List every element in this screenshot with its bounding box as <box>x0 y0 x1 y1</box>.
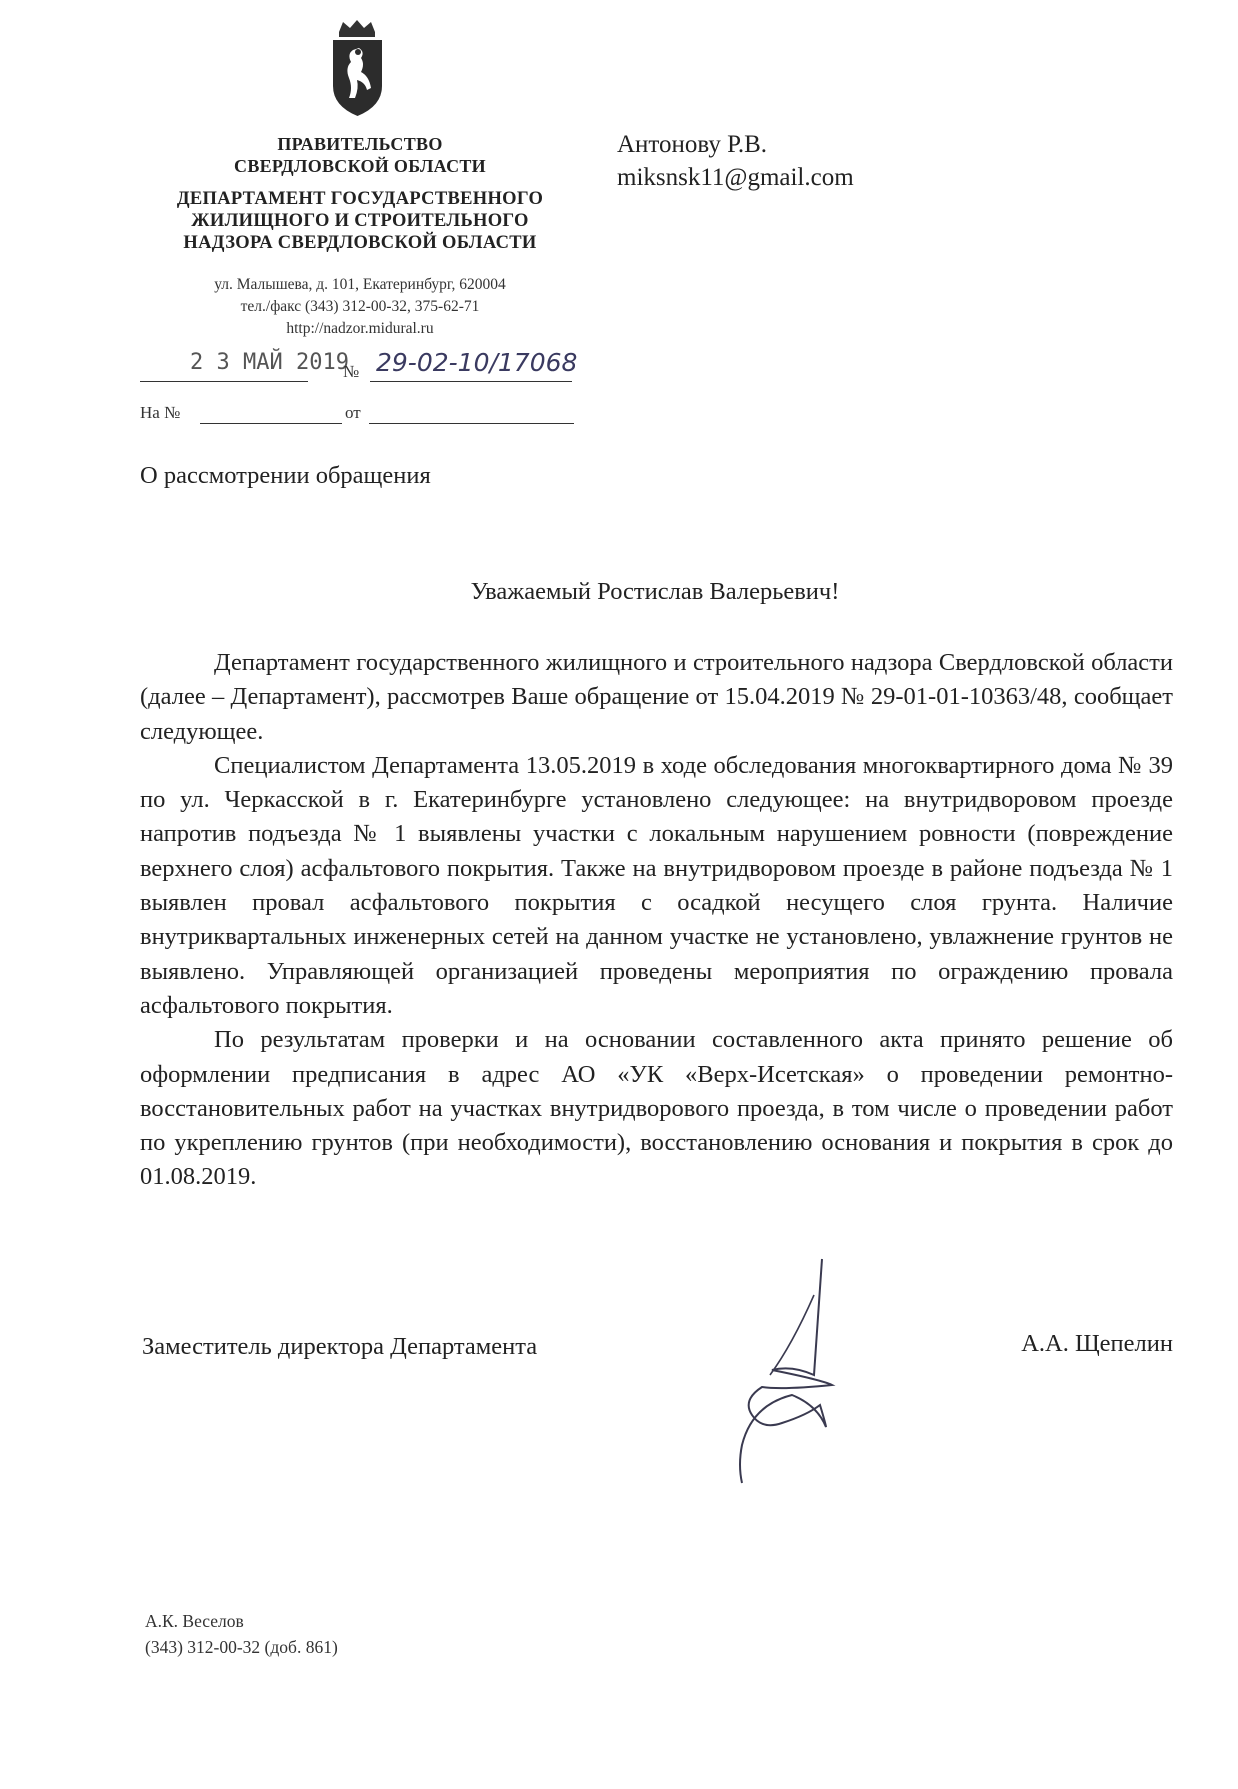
dept-line-1: ДЕПАРТАМЕНТ ГОСУДАРСТВЕННОГО <box>176 189 544 209</box>
address: ул. Малышева, д. 101, Екатеринбург, 620004 <box>214 276 506 293</box>
number-label: № <box>343 362 360 381</box>
phone: тел./факс (343) 312-00-32, 375-62-71 <box>240 298 480 315</box>
government-name <box>140 133 580 177</box>
recipient <box>617 128 854 194</box>
from-label: от <box>345 403 361 422</box>
executor-info <box>145 1608 338 1660</box>
registration-number: 29-02-10/17068 <box>376 348 578 377</box>
date-underline <box>140 381 308 382</box>
reply-number-underline <box>200 423 342 424</box>
reply-date-underline <box>369 423 574 424</box>
number-underline <box>370 381 572 382</box>
date-stamp: 2 3 МАЙ 2019 <box>190 350 349 375</box>
recipient-name: Антонову Р.В. <box>617 131 768 158</box>
department-contacts <box>150 274 570 340</box>
coat-of-arms-icon <box>325 18 390 118</box>
reply-to-label: На № <box>140 403 181 422</box>
paragraph-3: По результатам проверки и на основании составленного акта принято решение об оформлении предписания в адрес АО «УК «Верх-Исетская» о проведении ремонтно-восстановительных работ на участках внутридворового проезда, в том числе о проведении работ по укреплению грунтов (при необходимости), восстановлению основания и покрытия в срок до 01.08.2019. <box>140 1026 1173 1191</box>
dept-line-3: НАДЗОРА СВЕРДЛОВСКОЙ ОБЛАСТИ <box>183 233 537 253</box>
signatory-name: А.А. Щепелин <box>1021 1330 1173 1357</box>
executor-name: А.К. Веселов <box>145 1611 244 1631</box>
website: http://nadzor.midural.ru <box>286 320 434 337</box>
gov-line-1: ПРАВИТЕЛЬСТВО <box>277 134 443 154</box>
letter-body <box>140 646 1173 1195</box>
department-name <box>140 188 580 254</box>
dept-line-2: ЖИЛИЩНОГО И СТРОИТЕЛЬНОГО <box>191 211 529 231</box>
signatory-title: Заместитель директора Департамента <box>142 1333 538 1360</box>
greeting: Уважаемый Ростислав Валерьевич! <box>470 578 840 605</box>
handwritten-signature <box>722 1255 842 1485</box>
recipient-email: miksnsk11@gmail.com <box>617 164 854 191</box>
executor-phone: (343) 312-00-32 (доб. 861) <box>145 1637 338 1657</box>
letter-subject: О рассмотрении обращения <box>140 462 431 489</box>
gov-line-2: СВЕРДЛОВСКОЙ ОБЛАСТИ <box>234 156 486 176</box>
paragraph-1: Департамент государственного жилищного и строительного надзора Свердловской области (далее – Департамент), рассмотрев Ваше обращение от 15.04.2019 № 29-01-01-10363/48, сообщает следующее. <box>140 649 1173 745</box>
paragraph-2: Специалистом Департамента 13.05.2019 в ходе обследования многоквартирного дома № 39 по ул. Черкасской в г. Екатеринбурге установлено следующее: на внутридворовом проезде напротив подъезда № 1 выявлены участки с локальным нарушением ровности (повреждение верхнего слоя) асфальтового покрытия. Также на внутридворовом проезде в районе подъезда № 1 выявлен провал асфальтового покрытия с осадкой несущего слоя грунта. Наличие внутриквартальных инженерных сетей на данном участке не установлено, увлажнение грунтов не выявлено. Управляющей организацией проведены мероприятия по ограждению провала асфальтового покрытия. <box>140 751 1173 1019</box>
